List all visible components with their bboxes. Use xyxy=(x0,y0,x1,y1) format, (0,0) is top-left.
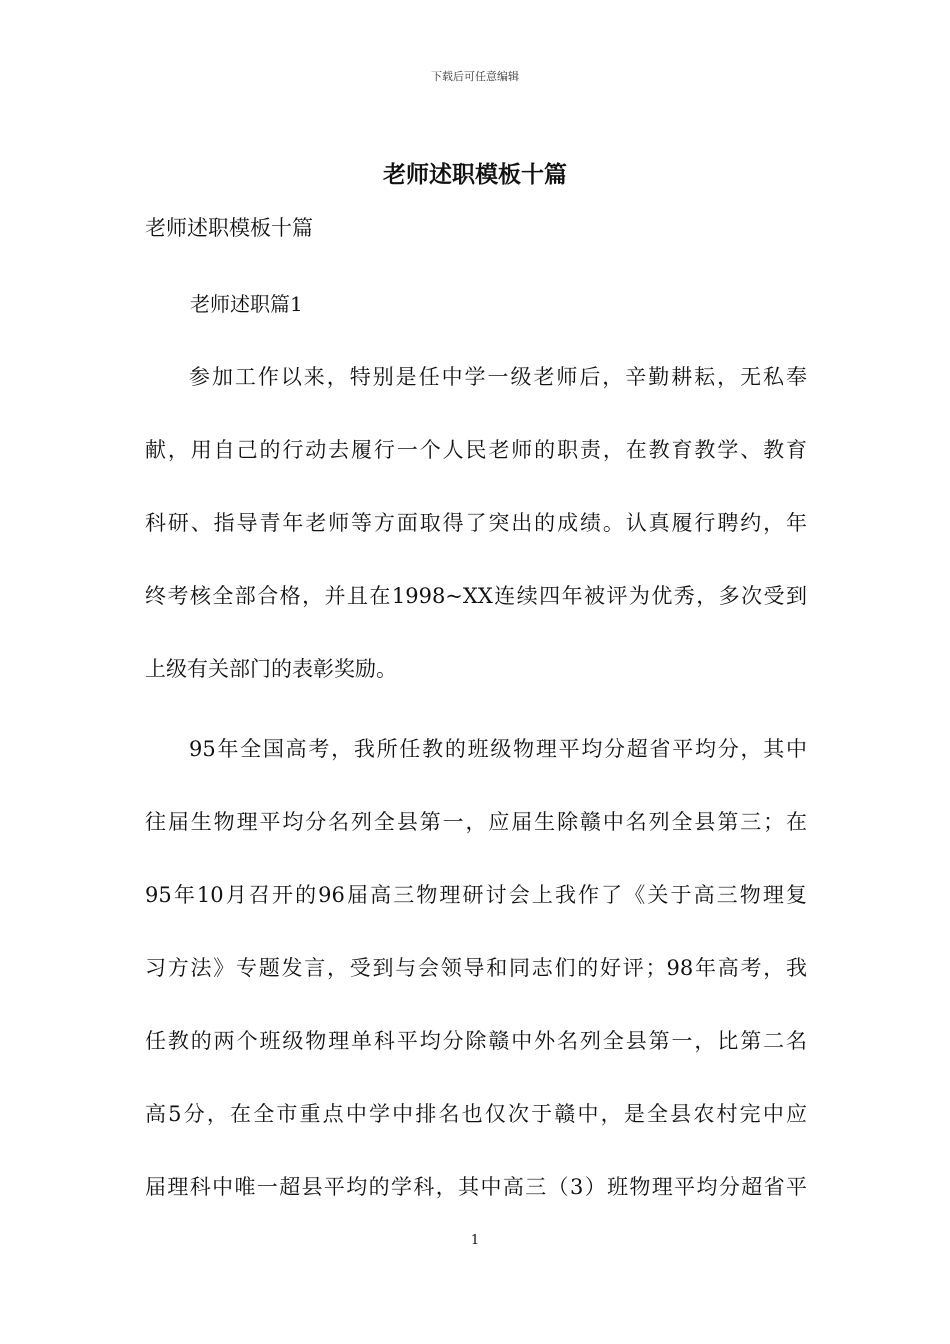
paragraph-2 xyxy=(145,734,807,1245)
paragraph-line: 任教的两个班级物理单科平均分除赣中外名列全县第一，比第二名 xyxy=(145,1029,807,1053)
header-note: 下载后可任意编辑 xyxy=(431,70,519,83)
document-subtitle: 老师述职模板十篇 xyxy=(145,216,313,240)
paragraph-line: 献，用自己的行动去履行一个人民老师的职责，在教育教学、教育 xyxy=(145,438,807,462)
paragraph-line: 习方法》专题发言，受到与会领导和同志们的好评；98年高考，我 xyxy=(145,956,807,980)
paragraph-line: 上级有关部门的表彰奖励。 xyxy=(145,657,397,681)
paragraph-line: 95年10月召开的96届高三物理研讨会上我作了《关于高三物理复 xyxy=(145,883,807,907)
paragraph-line: 往届生物理平均分名列全县第一，应届生除赣中名列全县第三；在 xyxy=(145,810,807,834)
paragraph-1 xyxy=(145,362,807,727)
paragraph-line: 95年全国高考，我所任教的班级物理平均分超省平均分，其中 xyxy=(189,737,807,761)
paragraph-line: 终考核全部合格，并且在1998~XX连续四年被评为优秀，多次受到 xyxy=(145,584,807,608)
section-heading: 老师述职篇1 xyxy=(190,292,303,316)
paragraph-line: 高5分，在全市重点中学中排名也仅次于赣中，是全县农村完中应 xyxy=(145,1102,807,1126)
document-title: 老师述职模板十篇 xyxy=(383,161,567,188)
paragraph-line: 科研、指导青年老师等方面取得了突出的成绩。认真履行聘约，年 xyxy=(145,511,807,535)
paragraph-line: 届理科中唯一超县平均的学科，其中高三（3）班物理平均分超省平 xyxy=(145,1175,807,1199)
paragraph-line: 参加工作以来，特别是任中学一级老师后，辛勤耕耘，无私奉 xyxy=(189,365,807,389)
page-number: 1 xyxy=(470,1233,480,1248)
